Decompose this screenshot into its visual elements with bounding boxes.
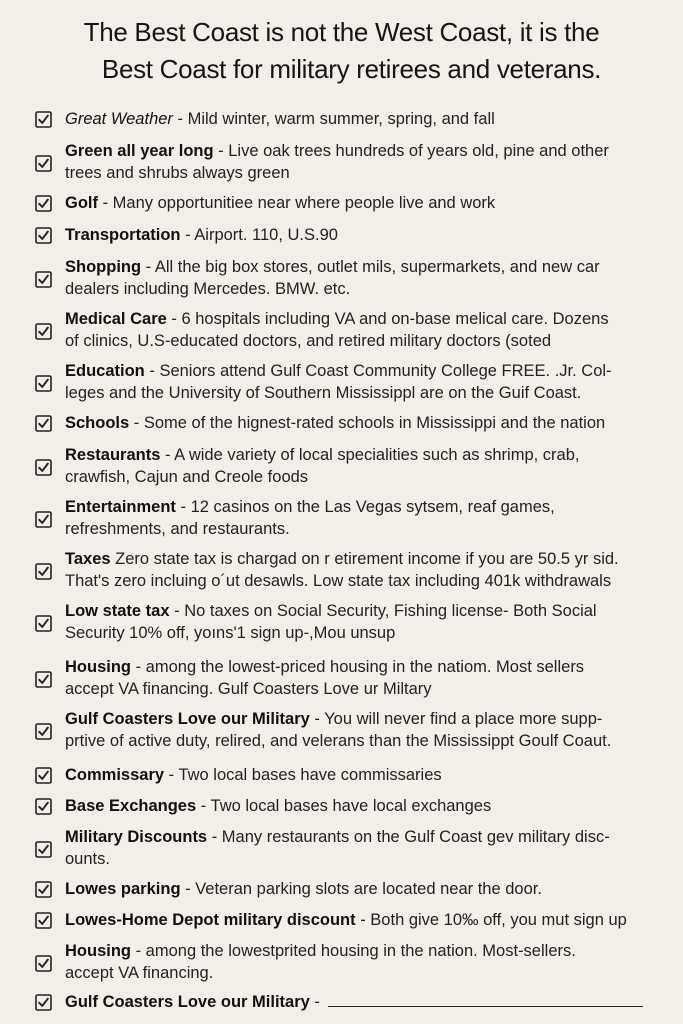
list-item-text: [65, 444, 665, 488]
list-item-separator: -: [131, 658, 146, 676]
checkbox-checked-icon: [35, 841, 52, 858]
list-item-text: [65, 548, 665, 592]
list-item-text: [65, 224, 665, 246]
list-item-heading: Great Weather: [65, 110, 173, 128]
list-item-text: [65, 496, 665, 540]
list-item-description-line: among the lowestprited housing in the nation. Most-sellers.: [145, 942, 576, 960]
list-item-separator: -: [166, 310, 182, 328]
list-item-text: [65, 795, 665, 817]
checkbox-checked-icon: [35, 415, 52, 432]
checkbox-checked-icon: [35, 111, 52, 128]
checkbox-checked-icon: [35, 723, 52, 740]
list-item-text: [65, 308, 665, 352]
title-line-2: Best Coast for military retirees and veterans.: [101, 54, 602, 84]
list-item-heading: Green all year long: [65, 142, 214, 160]
list-item-separator: -: [180, 226, 195, 244]
checkbox-checked-icon: [35, 615, 52, 632]
list-item-heading: Medical Care: [65, 310, 167, 328]
checkbox-checked-icon: [35, 323, 52, 340]
checkbox-checked-icon: [35, 671, 52, 688]
list-item-description-line: ounts.: [65, 850, 110, 868]
list-item-description-line: Both give 10‰ off, you mut sign up: [370, 911, 627, 929]
list-item-description-line: accept VA financing. Gulf Coasters Love ur Miltary: [65, 680, 432, 698]
list-item-heading: Golf: [65, 194, 98, 212]
list-item-separator: -: [98, 194, 113, 212]
checkbox-checked-icon: [35, 912, 52, 929]
list-item-separator: -: [141, 258, 155, 276]
list-item-separator: -: [172, 110, 188, 128]
checkbox-checked-icon: [35, 271, 52, 288]
checkbox-checked-icon: [35, 511, 52, 528]
list-item-separator: -: [309, 993, 325, 1011]
blank-fill-line: [328, 992, 643, 1007]
checkbox-checked-icon: [35, 155, 52, 172]
checkbox-checked-icon: [35, 798, 52, 815]
list-item-text: [65, 991, 665, 1013]
checkbox-checked-icon: [35, 195, 52, 212]
list-item-text: [65, 108, 665, 130]
list-item-separator: -: [207, 828, 222, 846]
list-item-description-line: Mild winter, warm summer, spring, and fall: [187, 110, 495, 128]
checkbox-checked-icon: [35, 563, 52, 580]
list-item-text: [65, 140, 665, 184]
list-item-description-line: of clinics, U.S-educated doctors, and retired military doctors (soted: [65, 332, 552, 350]
list-item-description-line: Two local bases have local exchanges: [210, 797, 492, 815]
list-item-heading: Education: [65, 362, 145, 380]
checkbox-checked-icon: [35, 767, 52, 784]
list-item-description-line: among the lowest-priced housing in the natiom. Most sellers: [145, 658, 585, 676]
list-item-description-line: Seniors attend Gulf Coast Community College FREE. .Jr. Col-: [159, 362, 612, 380]
list-item-separator: -: [169, 602, 185, 620]
checkbox-checked-icon: [35, 881, 52, 898]
list-item-heading: Schools: [65, 414, 130, 432]
list-item-description-line: 12 casinos on the Las Vegas sytsem, reaf games,: [190, 498, 555, 516]
list-item-description-line: No taxes on Social Security, Fishing license- Both Social: [184, 602, 597, 620]
list-item-separator: -: [175, 498, 191, 516]
list-item-text: [65, 256, 665, 300]
list-item-description-line: A wide variety of local specialities such as shrimp, crab,: [174, 446, 580, 464]
list-item-heading: Housing: [65, 942, 131, 960]
list-item-heading: Taxes: [65, 550, 111, 568]
list-item-description-line: Many restaurants on the Gulf Coast gev military disc-: [221, 828, 610, 846]
list-item-description-line: Two local bases have commissaries: [178, 766, 442, 784]
list-item-separator: -: [213, 142, 229, 160]
list-item-heading: Lowes parking: [65, 880, 181, 898]
list-item-text: [65, 708, 665, 752]
checkbox-checked-icon: [35, 227, 52, 244]
list-item-text: [65, 656, 665, 700]
title-line-1: The Best Coast is not the West Coast, it is the: [83, 17, 600, 47]
list-item-description-line: prtive of active duty, relired, and velerans than the Mississippt Goulf Coaut.: [65, 732, 612, 750]
list-item-description-line: Zero state tax is chargad on r etirement income if you are 50.5 yr sid.: [115, 550, 619, 568]
list-item-description-line: You will never find a place more supp-: [324, 710, 603, 728]
checkbox-checked-icon: [35, 994, 52, 1011]
list-item-separator: -: [309, 710, 325, 728]
list-item-text: [65, 764, 665, 786]
list-item-text: [65, 878, 665, 900]
list-item-description-line: leges and the University of Southern Mississippl are on the Guif Coast.: [65, 384, 582, 402]
list-item-text: [65, 940, 665, 984]
list-item-heading: Restaurants: [65, 446, 161, 464]
list-item-description-line: All the big box stores, outlet mils, supermarkets, and new car: [154, 258, 600, 276]
list-item-separator: -: [160, 446, 175, 464]
list-item-heading: Gulf Coasters Love our Military: [65, 710, 310, 728]
checkbox-checked-icon: [35, 955, 52, 972]
list-item-description-line: Live oak trees hundreds of years old, pine and other: [228, 142, 609, 160]
list-item-heading: Transportation: [65, 226, 181, 244]
checkbox-checked-icon: [35, 375, 52, 392]
list-item-description-line: Security 10% off, yoıns'1 sign up-,Mou unsup: [65, 624, 396, 642]
list-item-separator: -: [355, 911, 371, 929]
list-item-description-line: That's zero incluing o´ut desawls. Low state tax including 401k withdrawals: [65, 572, 612, 590]
list-item-text: [65, 412, 665, 434]
list-item-separator: -: [196, 797, 211, 815]
list-item-heading: Shopping: [65, 258, 142, 276]
list-item-heading: Base Exchanges: [65, 797, 197, 815]
list-item-description-line: 6 hospitals including VA and on-base melical care. Dozens: [181, 310, 609, 328]
list-item-description-line: Some of the hignest-rated schools in Mississippi and the nation: [143, 414, 606, 432]
list-item-heading: Gulf Coasters Love our Military: [65, 993, 310, 1011]
list-item-description-line: dealers including Mercedes. BMW. etc.: [65, 280, 351, 298]
list-item-text: [65, 826, 665, 870]
list-item-description-line: Veteran parking slots are located near the door.: [195, 880, 542, 898]
list-item-separator: -: [180, 880, 196, 898]
list-item-description-line: Many opportunitiee near where people live and work: [112, 194, 496, 212]
list-item-heading: Housing: [65, 658, 131, 676]
list-item-heading: Military Discounts: [65, 828, 208, 846]
list-item-heading: Lowes-Home Depot military discount: [65, 911, 356, 929]
list-item-text: [65, 192, 665, 214]
list-item-separator: -: [144, 362, 160, 380]
list-item-text: [65, 600, 665, 644]
page-title: [0, 14, 683, 88]
list-item-heading: Commissary: [65, 766, 165, 784]
checkbox-checked-icon: [35, 459, 52, 476]
list-item-separator: -: [164, 766, 179, 784]
list-item-text: [65, 909, 665, 931]
list-item-heading: Entertainment: [65, 498, 176, 516]
list-item-description-line: trees and shrubs always green: [65, 164, 290, 182]
list-item-separator: -: [129, 414, 144, 432]
list-item-description-line: accept VA financing.: [65, 964, 214, 982]
list-item-heading: Low state tax: [65, 602, 170, 620]
list-item-description-line: Airport. 110, U.S.90: [194, 226, 338, 244]
list-item-description-line: crawfish, Cajun and Creole foods: [65, 468, 309, 486]
list-item-separator: -: [131, 942, 146, 960]
list-item-text: [65, 360, 665, 404]
list-item-description-line: refreshments, and restaurants.: [65, 520, 290, 538]
